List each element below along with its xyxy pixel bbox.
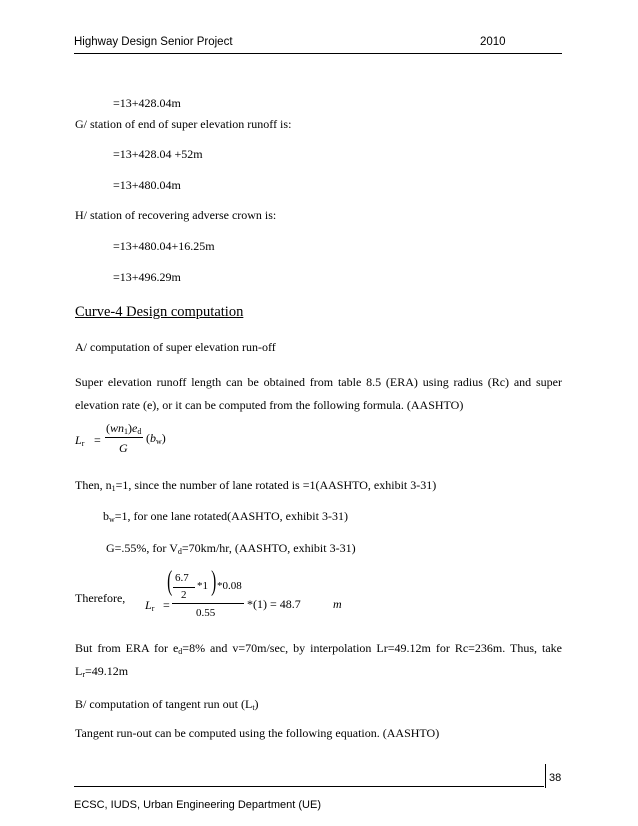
- header-year: 2010: [480, 36, 506, 48]
- station-h-label: H/ station of recovering adverse crown is:: [75, 208, 277, 222]
- formula-numerator: $(wn_1)e_d$: [106, 421, 142, 436]
- tangent-runout-line: Tangent run-out can be computed using the following equation. (AASHTO): [75, 726, 440, 740]
- therefore-label: Therefore,: [75, 591, 126, 605]
- page-number-divider: [545, 764, 546, 788]
- bw-line: $b_w=1$, for one lane rotated(AASHTO, exhibit 3-31): [103, 509, 348, 524]
- station-g-label: G/ station of end of super elevation runoff is:: [75, 117, 292, 131]
- station-line-5: =13+496.29m: [113, 270, 181, 284]
- formula-lhs: L: [75, 433, 82, 447]
- grade-line: G=.55%, for $V_d=70km/hr$, (AASHTO, exhibit 3-31): [106, 541, 356, 556]
- page-number: 38: [549, 772, 562, 784]
- formula-equals: =: [94, 433, 101, 447]
- result-unit: m: [333, 597, 342, 611]
- formula-bw: $(b_w)$: [146, 431, 166, 446]
- station-line-3: =13+480.04m: [113, 178, 181, 192]
- outer-fraction-bar: [172, 603, 244, 604]
- paragraph-line-2: elevation rate (e), or it can be computed from the following formula. (AASHTO): [75, 398, 464, 412]
- formula-fraction-bar: [105, 437, 143, 438]
- footer-text: ECSC, IUDS, Urban Engineering Department (UE): [74, 799, 321, 811]
- header-title: Highway Design Senior Project: [74, 36, 233, 48]
- page-header: [74, 36, 562, 52]
- inner-denominator: 2: [181, 589, 187, 601]
- outer-denominator: 0.55: [196, 607, 216, 619]
- era-paragraph-line-1: But from ERA for $e_d=8\%$ and v=70m/sec, by interpolation Lr=49.12m for Rc=236m. Thus, take: [75, 641, 562, 656]
- subsection-a-label: A/ computation of super elevation run-off: [75, 340, 276, 354]
- formula-lhs-sub: r: [81, 439, 85, 448]
- inner-fraction-bar: [173, 587, 195, 588]
- formula-denominator: G: [119, 441, 128, 455]
- station-line-1: =13+428.04m: [113, 96, 181, 110]
- footer-rule: [74, 786, 544, 787]
- then-line: Then, $n_1=1$, since the number of lane rotated is =1(AASHTO, exhibit 3-31): [75, 478, 437, 493]
- station-line-4: =13+480.04+16.25m: [113, 239, 215, 253]
- station-line-2: =13+428.04 +52m: [113, 147, 203, 161]
- inner-numerator: 6.7: [175, 572, 189, 584]
- header-rule: [74, 53, 562, 54]
- paragraph-line-1: Super elevation runoff length can be obtained from table 8.5 (ERA) using radius (Rc) and super: [75, 375, 562, 389]
- subsection-b-label: B/ computation of tangent run out $(L_t)$: [75, 697, 259, 712]
- computation-result: *(1) = 48.7: [247, 597, 301, 611]
- era-paragraph-line-2: $L_r=49.12m$: [75, 664, 129, 679]
- section-heading: Curve-4 Design computation: [75, 304, 244, 320]
